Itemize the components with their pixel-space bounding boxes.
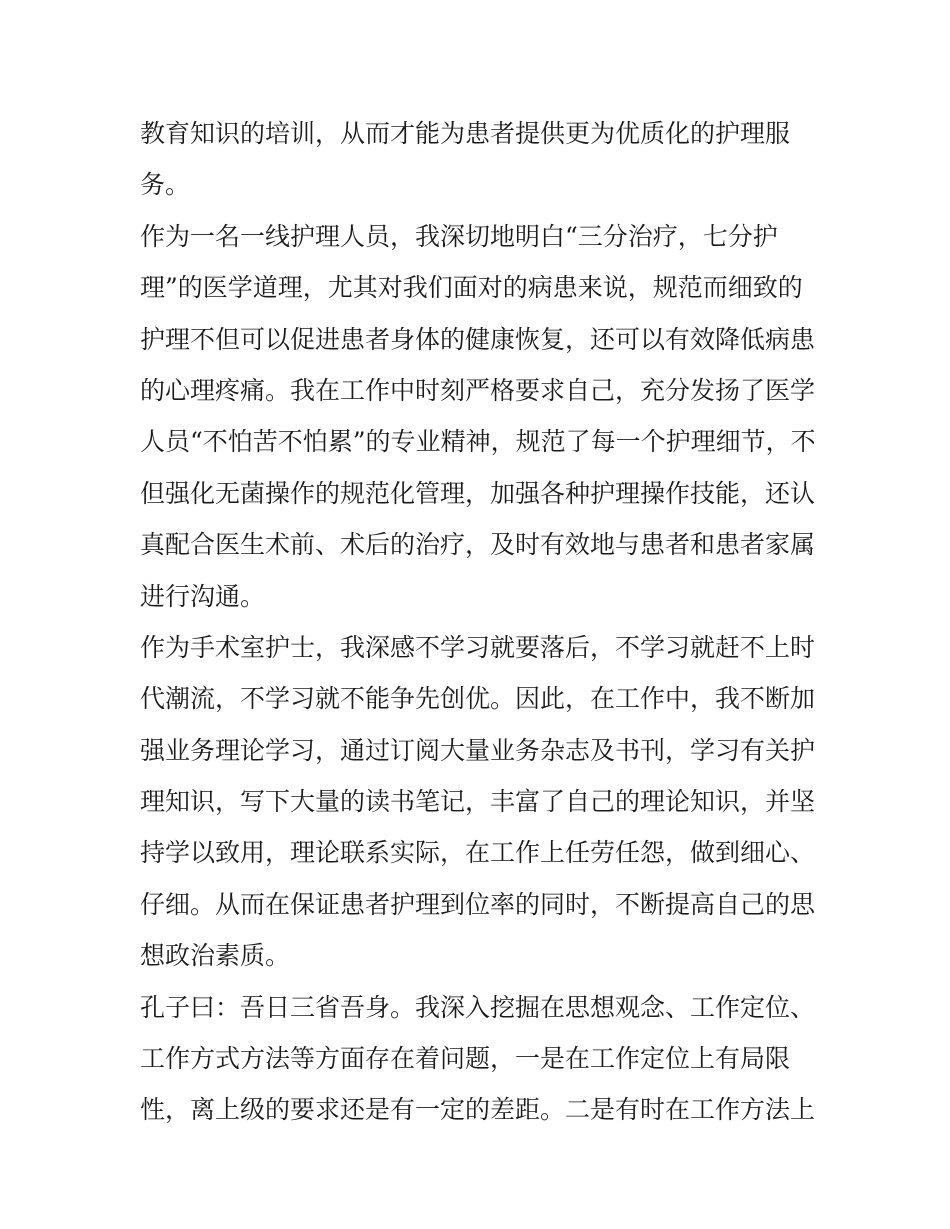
text-line: 代潮流，不学习就不能争先创优。因此，在工作中，我不断加 xyxy=(140,684,816,714)
text-line: 人员“不怕苦不怕累”的专业精神，规范了每一个护理细节，不 xyxy=(140,427,816,457)
text-line: 工作方式方法等方面存在着问题，一是在工作定位上有局限 xyxy=(140,1044,791,1074)
text-line: 孔子曰：吾日三省吾身。我深入挖掘在思想观念、工作定位、 xyxy=(140,992,816,1022)
text-line: 但强化无菌操作的规范化管理，加强各种护理操作技能，还认 xyxy=(140,478,816,508)
text-line: 持学以致用，理论联系实际，在工作上任劳任怨，做到细心、 xyxy=(140,838,816,868)
text-line: 性，离上级的要求还是有一定的差距。二是有时在工作方法上 xyxy=(140,1095,816,1125)
text-line: 教育知识的培训，从而才能为患者提供更为优质化的护理服 xyxy=(140,119,791,148)
document-body xyxy=(140,108,820,1136)
text-line: 真配合医生术前、术后的治疗，及时有效地与患者和患者家属 xyxy=(140,530,816,560)
text-line: 作为手术室护士，我深感不学习就要落后，不学习就赶不上时 xyxy=(140,632,816,662)
text-line: 护理不但可以促进患者身体的健康恢复，还可以有效降低病患 xyxy=(140,324,816,354)
text-line: 理知识，写下大量的读书笔记，丰富了自己的理论知识，并坚 xyxy=(140,787,816,817)
text-line: 想政治素质。 xyxy=(140,941,291,971)
text-line: 务。 xyxy=(140,170,191,200)
text-line: 作为一名一线护理人员，我深切地明白“三分治疗，七分护 xyxy=(140,221,778,251)
text-line: 进行沟通。 xyxy=(140,581,266,611)
text-line: 理”的医学道理，尤其对我们面对的病患来说，规范而细致的 xyxy=(140,273,803,303)
text-line: 仔细。从而在保证患者护理到位率的同时，不断提高自己的思 xyxy=(140,889,816,919)
text-line: 强业务理论学习，通过订阅大量业务杂志及书刊，学习有关护 xyxy=(140,735,816,765)
text-line: 的心理疼痛。我在工作中时刻严格要求自己，充分发扬了医学 xyxy=(140,375,816,405)
